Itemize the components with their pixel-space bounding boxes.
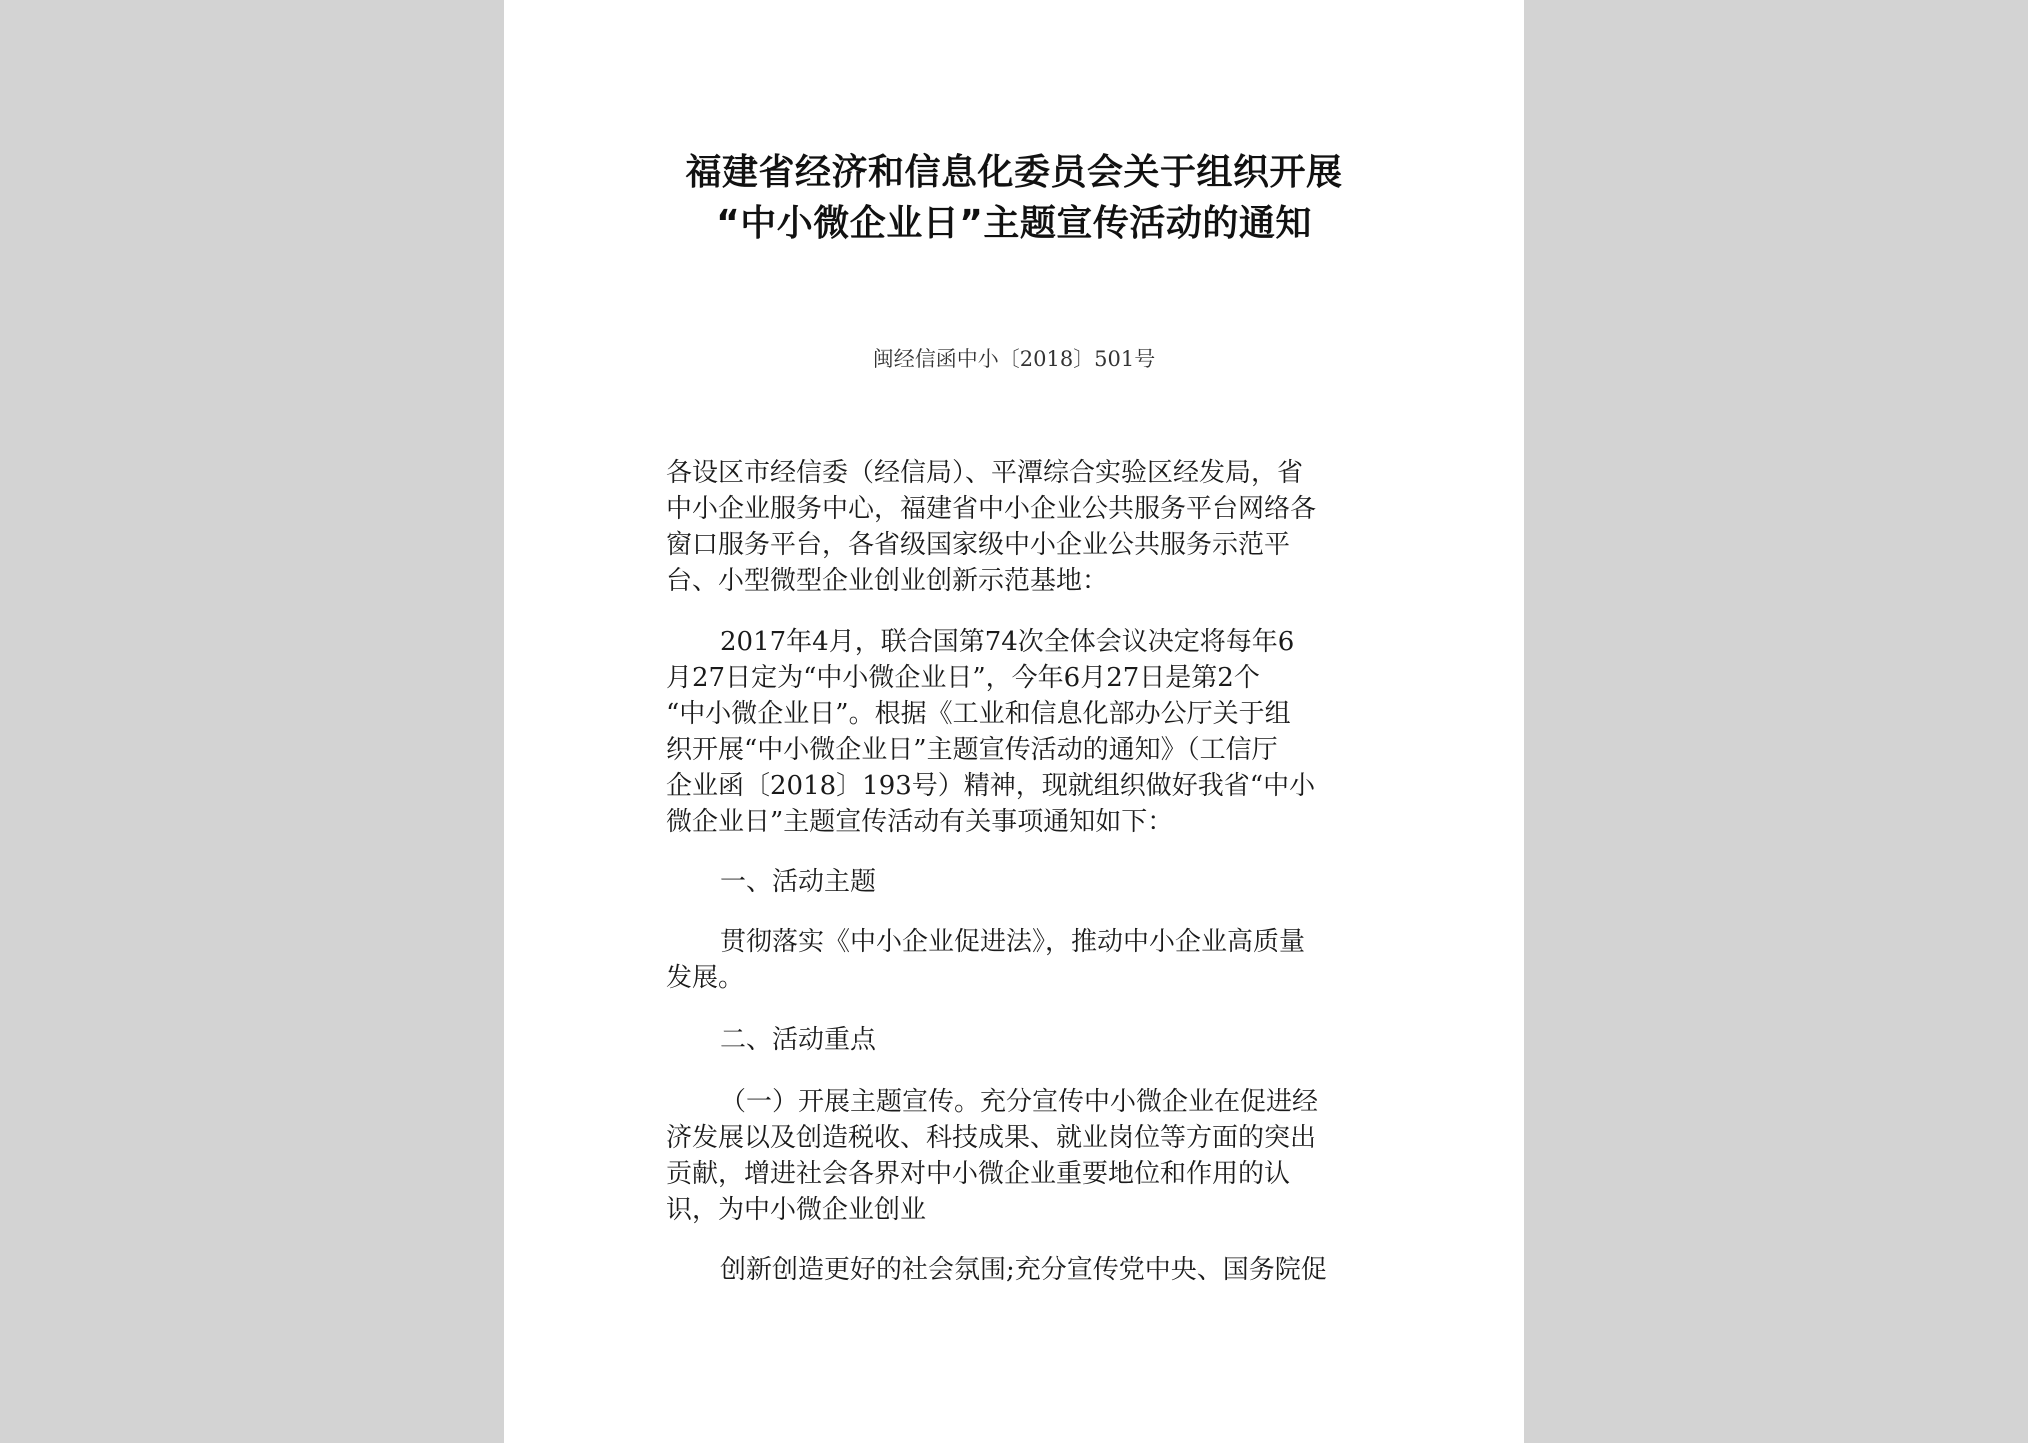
section-heading-1: 一、活动主题: [720, 867, 877, 897]
addressee-line-2: 中小企业服务中心，福建省中小企业公共服务平台网络各: [666, 494, 1317, 524]
document-page: [504, 0, 1524, 1443]
paragraph-1-line-3: “中小微企业日”。根据《工业和信息化部办公厅关于组: [666, 699, 1291, 729]
document-title-line-1: 福建省经济和信息化委员会关于组织开展: [685, 152, 1343, 193]
paragraph-2-line-1: 贯彻落实《中小企业促进法》，推动中小企业高质量: [720, 927, 1306, 957]
addressee-line-3: 窗口服务平台，各省级国家级中小企业公共服务示范平: [666, 530, 1291, 560]
section-heading-2: 二、活动重点: [720, 1025, 877, 1055]
paragraph-1-line-4: 织开展“中小微企业日”主题宣传活动的通知》（工信厅: [666, 735, 1278, 765]
addressee-line-1: 各设区市经信委（经信局）、平潭综合实验区经发局，省: [666, 458, 1304, 488]
document-number: 闽经信函中小〔2018〕501号: [872, 347, 1156, 371]
paragraph-3-line-4: 识，为中小微企业创业: [666, 1195, 927, 1225]
paragraph-1-line-2: 月27日定为“中小微企业日”，今年6月27日是第2个: [666, 663, 1260, 693]
paragraph-3-line-1: （一）开展主题宣传。充分宣传中小微企业在促进经: [720, 1087, 1319, 1117]
paragraph-4-line-1: 创新创造更好的社会氛围;充分宣传党中央、国务院促: [720, 1255, 1327, 1285]
addressee-line-4: 台、小型微型企业创业创新示范基地：: [666, 566, 1109, 596]
document-title-line-2: “中小微企业日”主题宣传活动的通知: [716, 203, 1312, 244]
paragraph-3-line-2: 济发展以及创造税收、科技成果、就业岗位等方面的突出: [666, 1123, 1317, 1153]
paragraph-1-line-1: 2017年4月，联合国第74次全体会议决定将每年6: [720, 627, 1295, 657]
paragraph-1-line-5: 企业函〔2018〕193号）精神，现就组织做好我省“中小: [666, 771, 1316, 801]
paragraph-3-line-3: 贡献，增进社会各界对中小微企业重要地位和作用的认: [666, 1159, 1291, 1189]
paragraph-2-line-2: 发展。: [666, 963, 745, 993]
paragraph-1-line-6: 微企业日”主题宣传活动有关事项通知如下：: [666, 807, 1174, 837]
